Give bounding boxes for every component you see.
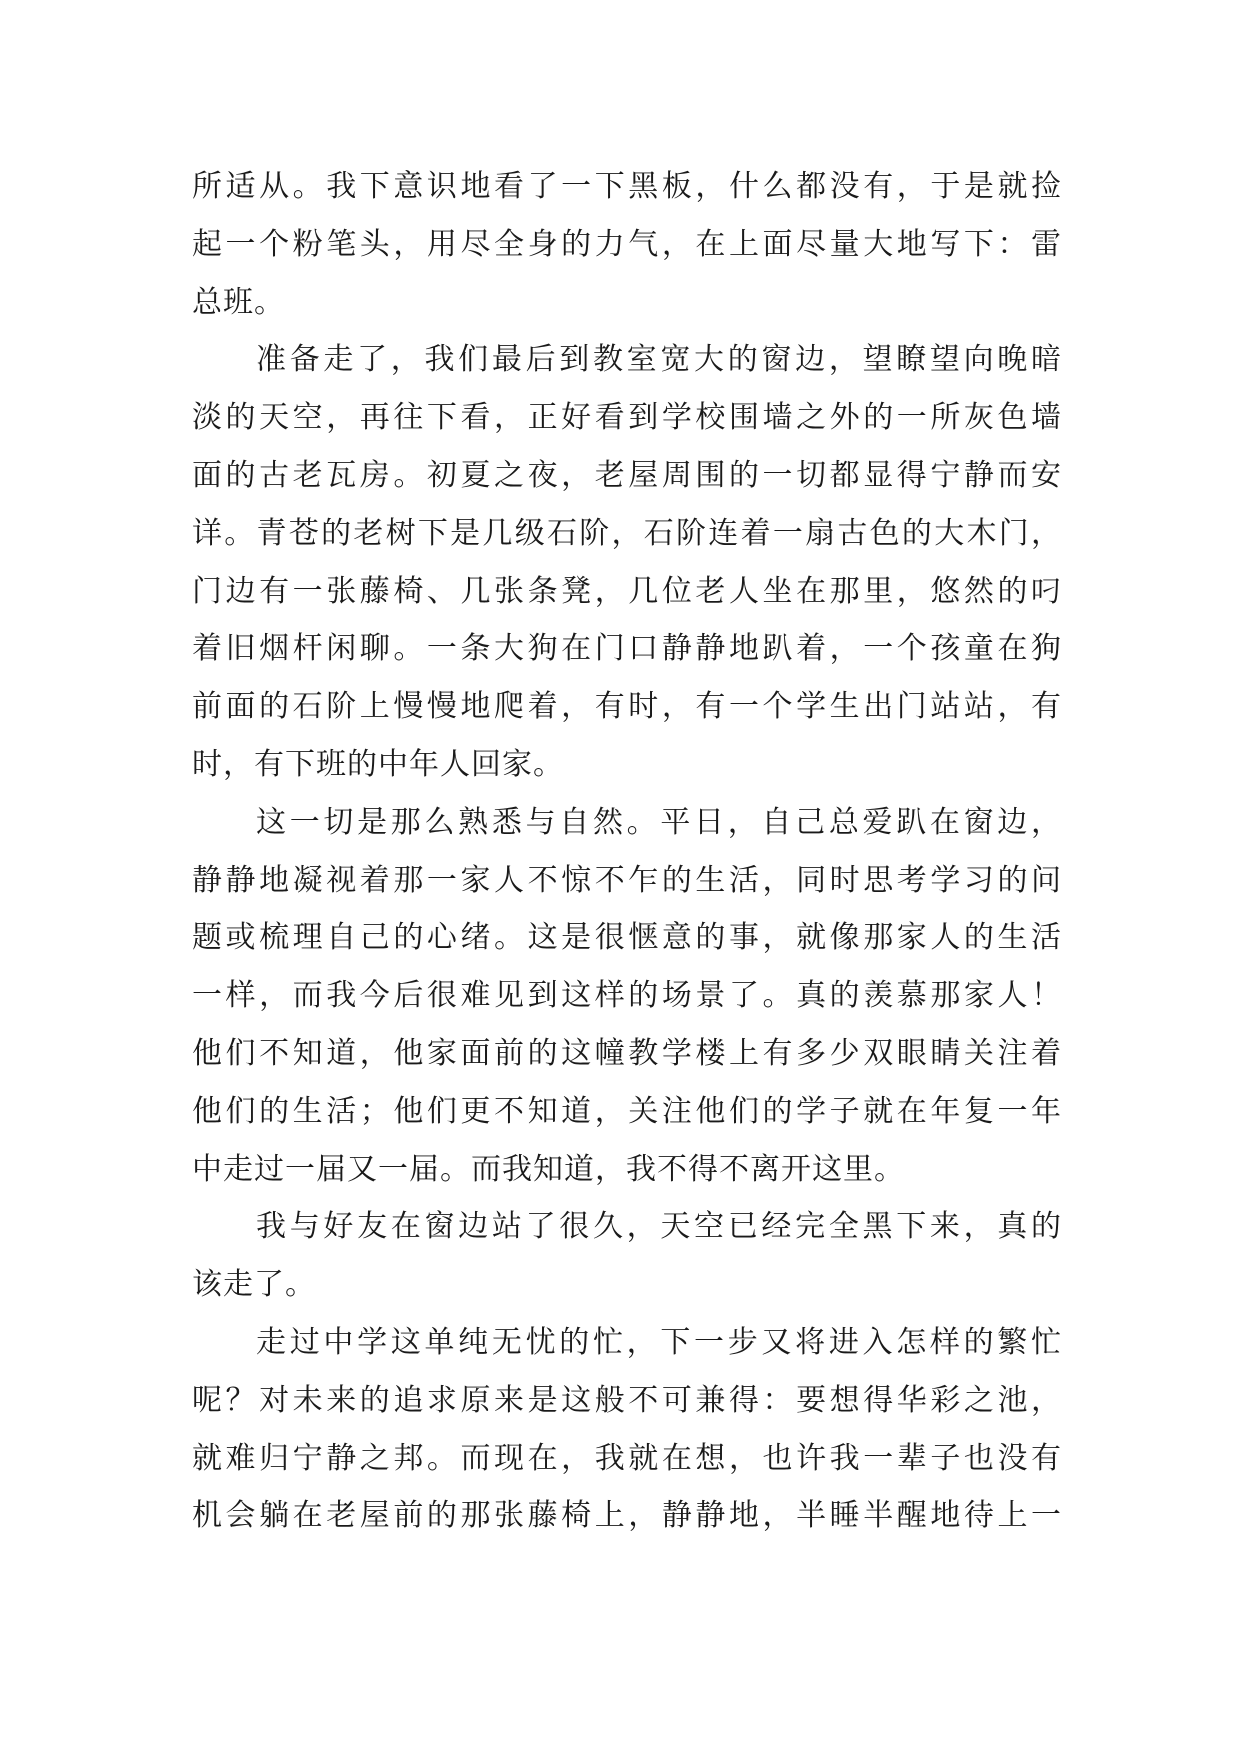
paragraph-3: [192, 794, 1062, 1199]
text-line: 机会躺在老屋前的那张藤椅上，静静地，半睡半醒地待上一: [192, 1498, 1062, 1534]
text-line: 该走了。: [192, 1267, 316, 1303]
text-line: 准备走了，我们最后到教室宽大的窗边，望瞭望向晚暗: [256, 342, 1062, 378]
text-line: 我与好友在窗边站了很久，天空已经完全黑下来，真的: [256, 1209, 1062, 1245]
text-line: 前面的石阶上慢慢地爬着，有时，有一个学生出门站站，有: [192, 689, 1062, 725]
text-line: 静静地凝视着那一家人不惊不乍的生活，同时思考学习的问: [192, 862, 1062, 898]
text-line: 起一个粉笔头，用尽全身的力气，在上面尽量大地写下：雷: [192, 226, 1062, 262]
paragraph-1: [192, 158, 1062, 331]
text-line: 就难归宁静之邦。而现在，我就在想，也许我一辈子也没有: [192, 1440, 1062, 1476]
text-line: 一样，而我今后很难见到这样的场景了。真的羡慕那家人！: [192, 978, 1062, 1014]
text-line: 时，有下班的中年人回家。: [192, 746, 564, 782]
text-line: 所适从。我下意识地看了一下黑板，什么都没有，于是就捡: [192, 169, 1062, 204]
text-line: 详。青苍的老树下是几级石阶，石阶连着一扇古色的大木门，: [192, 515, 1062, 551]
text-line: 他们的生活；他们更不知道，关注他们的学子就在年复一年: [192, 1093, 1062, 1129]
text-line: 这一切是那么熟悉与自然。平日，自己总爱趴在窗边，: [256, 804, 1062, 840]
text-line: 着旧烟杆闲聊。一条大狗在门口静静地趴着，一个孩童在狗: [192, 631, 1062, 667]
text-line: 面的古老瓦房。初夏之夜，老屋周围的一切都显得宁静而安: [192, 457, 1062, 493]
paragraph-2: [192, 331, 1062, 793]
text-line: 他们不知道，他家面前的这幢教学楼上有多少双眼睛关注着: [192, 1035, 1062, 1071]
text-line: 门边有一张藤椅、几张条凳，几位老人坐在那里，悠然的叼: [192, 573, 1062, 609]
paragraph-4: [192, 1198, 1062, 1314]
text-line: 走过中学这单纯无忧的忙，下一步又将进入怎样的繁忙: [256, 1324, 1062, 1360]
paragraph-5: [192, 1314, 1062, 1545]
text-line: 总班。: [192, 284, 285, 320]
text-line: 题或梳理自己的心绪。这是很惬意的事，就像那家人的生活: [192, 920, 1062, 956]
text-line: 呢？对未来的追求原来是这般不可兼得：要想得华彩之池，: [192, 1382, 1062, 1418]
document-body: [192, 158, 1062, 1545]
text-line: 淡的天空，再往下看，正好看到学校围墙之外的一所灰色墙: [192, 400, 1062, 436]
text-line: 中走过一届又一届。而我知道，我不得不离开这里。: [192, 1151, 905, 1187]
